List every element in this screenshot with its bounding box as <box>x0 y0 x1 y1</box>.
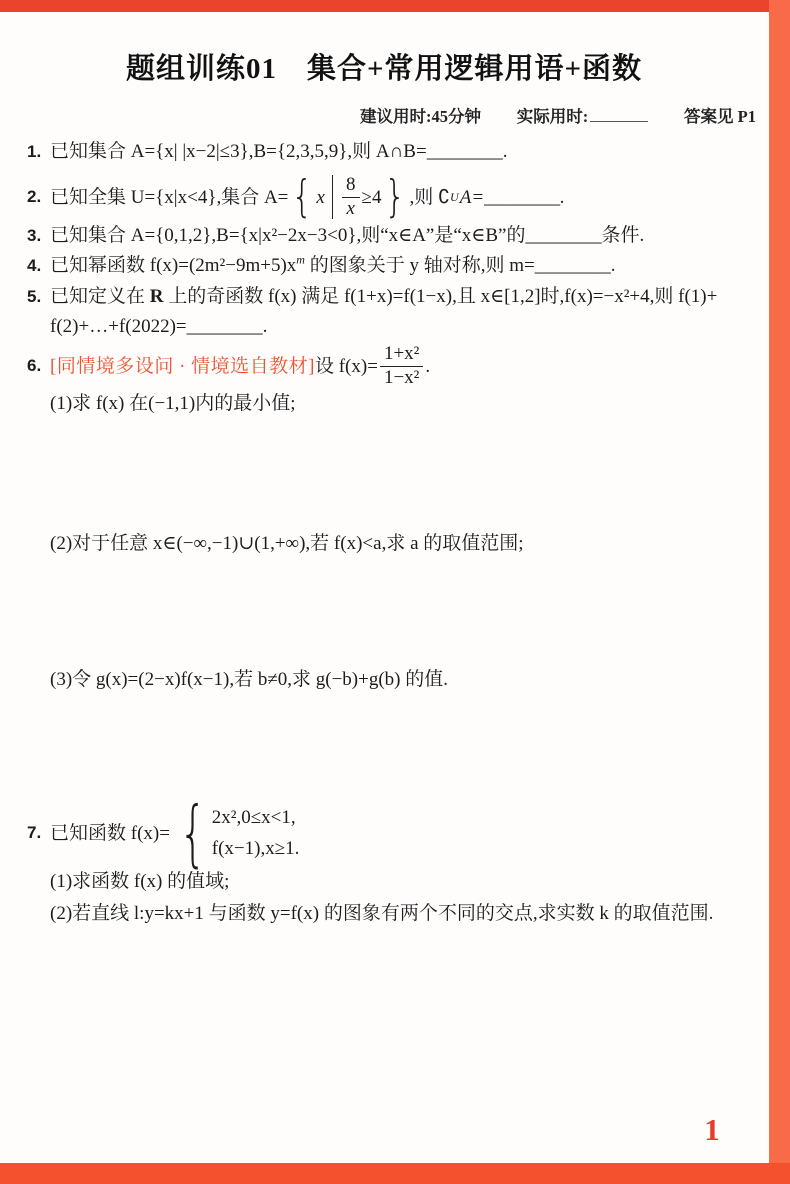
problem-2 <box>27 172 754 222</box>
page-title: 题组训练01 集合+常用逻辑用语+函数 <box>125 53 643 85</box>
problem-1 <box>27 138 754 165</box>
piecewise-case-2: f(x−1),x≥1. <box>211 837 300 859</box>
piecewise-case-1: 2x²,0≤x<1, <box>211 806 296 828</box>
problem-3-text: 已知集合 A={0,1,2},B={x|x²−2x−3<0},则“x∈A”是“x∈B”的________条件. <box>50 225 645 246</box>
problem-6-text: [同情境多设问 · 情境选自教材] 设 f(x)= $\frac{\text{1+x²}}{\text{1−x²}}$ . <box>50 342 431 388</box>
problem-4 <box>27 252 754 279</box>
problem-5-number: 5. <box>27 287 42 306</box>
suggested-time-label: 建议用时:45分钟 <box>360 107 481 126</box>
set-variable: x <box>316 186 325 208</box>
page-border-top <box>0 0 790 12</box>
set-divider-bar <box>332 175 333 219</box>
context-tag: [同情境多设问 · 情境选自教材] <box>50 355 315 377</box>
actual-time-blank <box>590 106 648 123</box>
fraction-1px2-over-1mx2: $\frac{\text{1+x²}}{\text{1−x²}}$ <box>380 344 423 389</box>
actual-time-field <box>517 103 649 127</box>
right-set-brace: } <box>384 171 406 222</box>
problem-6-q2: (2)对于任意 x∈(−∞,−1)∪(1,+∞),若 f(x)<a,求 a 的取值范围; <box>50 533 524 554</box>
meta-row <box>360 103 756 127</box>
left-set-brace: { <box>291 171 313 222</box>
problem-1-number: 1. <box>27 142 42 161</box>
problem-6 <box>27 340 754 392</box>
problem-7-text: 已知函数 f(x)= { 2x²,0≤x<1, f(x−1),x≥1. <box>50 790 300 875</box>
page-border-right <box>769 0 790 1184</box>
problem-6-q3: (3)令 g(x)=(2−x)f(x−1),若 b≠0,求 g(−b)+g(b) 的值. <box>50 669 449 690</box>
problem-3 <box>27 222 754 249</box>
answer-reference: 答案见 P1 <box>684 107 756 126</box>
problem-4-text: 已知幂函数 $f(x)=(2m^2-9m+5)x^m$ 的图象关于 y 轴对称,则 m=________. <box>50 252 616 276</box>
problem-3-number: 3. <box>27 226 42 245</box>
problem-7 <box>27 790 754 875</box>
problem-2-post2: A=________. <box>459 186 565 208</box>
problem-5 <box>27 282 754 342</box>
problem-2-post: ,则 ∁ <box>409 186 451 208</box>
problem-5-text: 已知定义在 R 上的奇函数 f(x) 满足 f(1+x)=f(1−x),且 x∈[1,2]时,f(x)=−x²+4,则 f(1)+ f(2)+…+f(2022)=________. <box>50 286 718 337</box>
page-border-bottom <box>0 1163 790 1184</box>
problem-1-text: 已知集合 A={x| |x−2|≤3},B={2,3,5,9},则 A∩B=________. <box>50 141 508 162</box>
problem-2-pre: 已知全集 U={x|x<4},集合 A= <box>50 186 289 208</box>
problem-7-q2: (2)若直线 l:y=kx+1 与函数 y=f(x) 的图象有两个不同的交点,求实数 k 的取值范围. <box>50 903 714 924</box>
complement-subscript: U <box>450 189 459 204</box>
page-number: 1 <box>704 1112 720 1147</box>
problem-7-q1: (1)求函数 f(x) 的值域; <box>50 871 230 892</box>
problem-6-q1: (1)求 f(x) 在(−1,1)内的最小值; <box>50 393 296 414</box>
problem-4-number: 4. <box>27 256 42 275</box>
power-exponent: m <box>296 252 305 267</box>
problem-7-number: 7. <box>27 823 42 842</box>
actual-time-label: 实际用时: <box>516 107 589 126</box>
problem-6-number: 6. <box>27 356 42 375</box>
fraction-8-over-x: $\frac{8}{x}$ <box>342 175 360 220</box>
reals-symbol: R <box>149 286 164 307</box>
piecewise-left-brace: { <box>179 790 207 875</box>
problem-2-text <box>50 172 754 222</box>
problem-2-number: 2. <box>27 187 42 206</box>
set-condition: ≥4 <box>361 186 382 208</box>
